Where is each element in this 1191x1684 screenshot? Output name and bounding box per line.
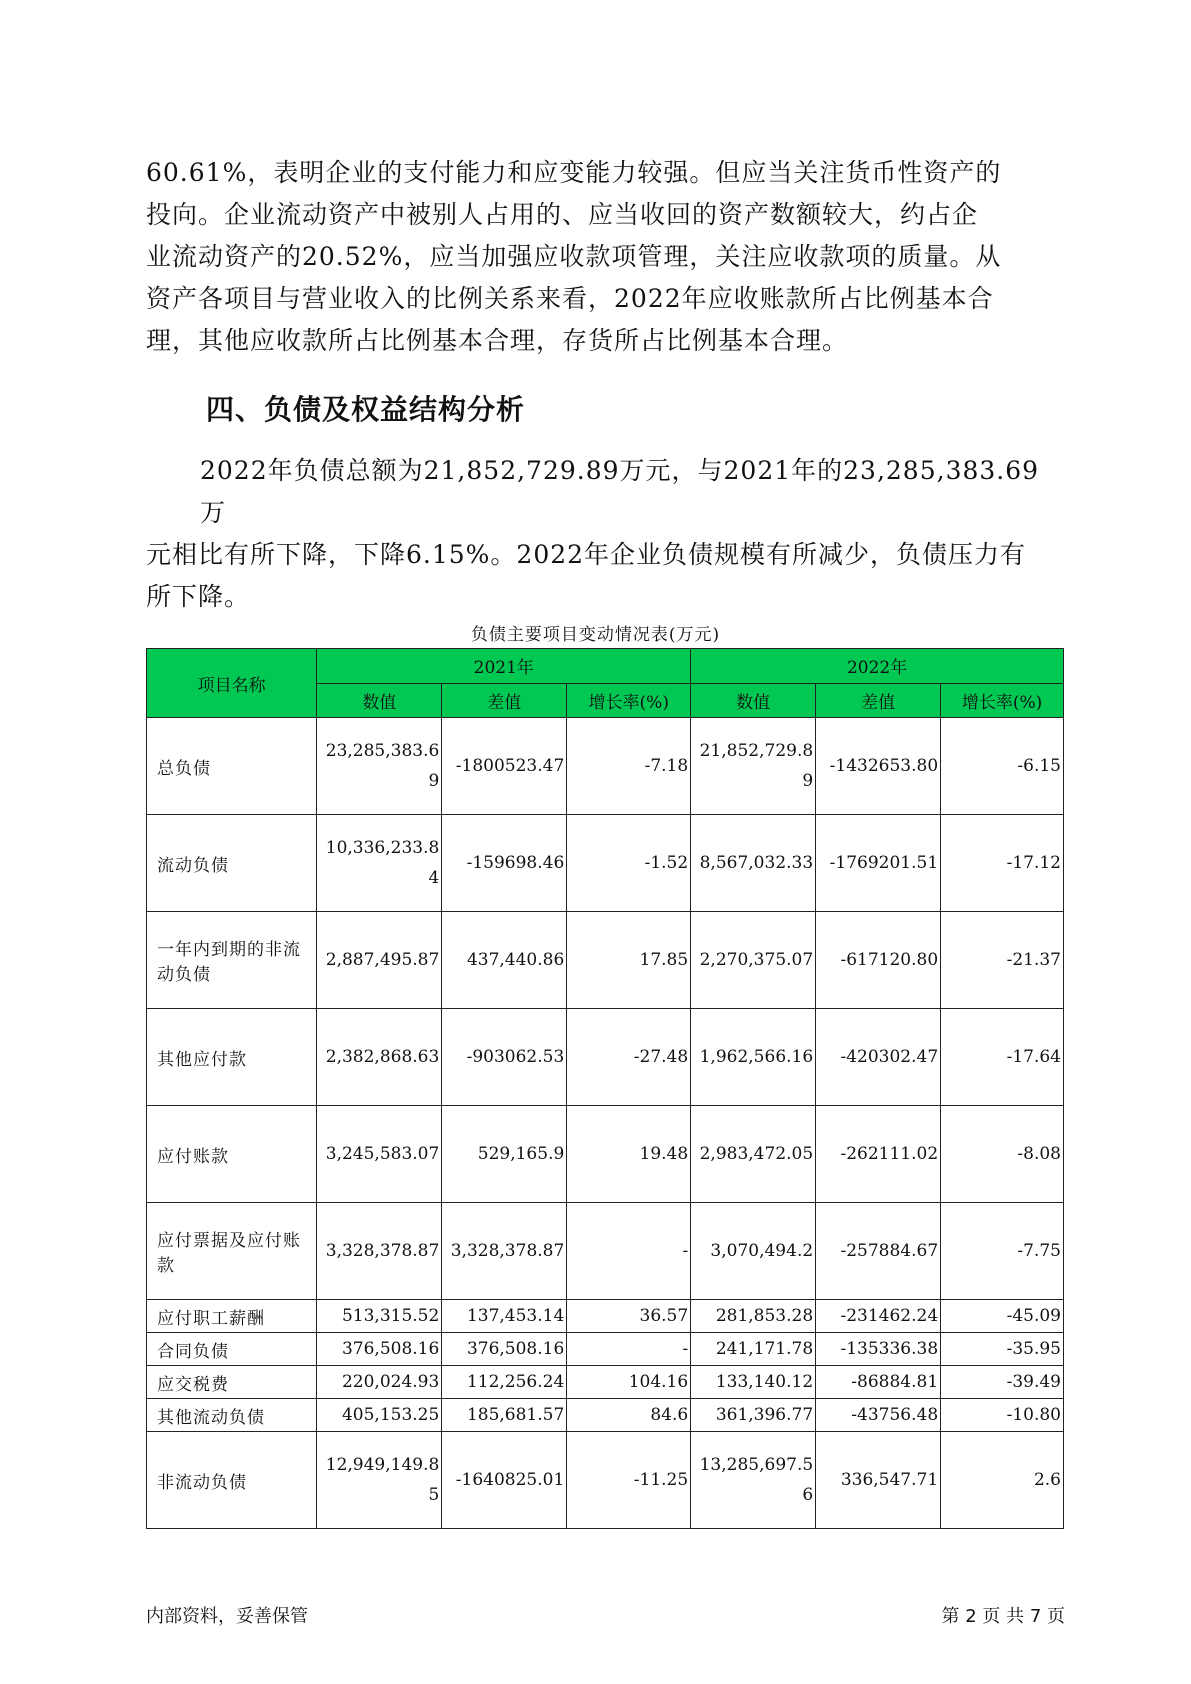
cell-value: 133,140.12: [691, 1366, 816, 1399]
liability-table: [146, 648, 1064, 1529]
cell-value: -159698.46: [442, 815, 567, 912]
cell-value: -: [567, 1203, 691, 1300]
cell-value: 112,256.24: [442, 1366, 567, 1399]
cell-value: 36.57: [567, 1300, 691, 1333]
paragraph-line: 60.61%，表明企业的支付能力和应变能力较强。但应当关注货币性资产的: [146, 158, 1002, 187]
cell-value: 2,887,495.87: [317, 912, 442, 1009]
table-row: [147, 1300, 1064, 1333]
cell-value: -21.37: [941, 912, 1064, 1009]
cell-value: 3,328,378.87: [442, 1203, 567, 1300]
cell-value: -8.08: [941, 1106, 1064, 1203]
paragraph-line: 资产各项目与营业收入的比例关系来看，2022年应收账款所占比例基本合: [146, 284, 994, 313]
table-row: [147, 1432, 1064, 1529]
row-label: 一年内到期的非流动负债: [147, 912, 317, 1009]
cell-value: -617120.80: [816, 912, 941, 1009]
cell-value: 241,171.78: [691, 1333, 816, 1366]
table-row: [147, 1009, 1064, 1106]
paragraph-line: 所下降。: [146, 582, 251, 611]
cell-value: 23,285,383.69: [317, 718, 442, 815]
paragraph-asset-analysis: [146, 152, 1046, 362]
cell-value: -1769201.51: [816, 815, 941, 912]
cell-value: -11.25: [567, 1432, 691, 1529]
cell-value: 2.6: [941, 1432, 1064, 1529]
paragraph-line: 业流动资产的20.52%，应当加强应收款项管理，关注应收款项的质量。从: [146, 242, 1002, 271]
cell-value: -6.15: [941, 718, 1064, 815]
table-row: [147, 912, 1064, 1009]
table-row: [147, 1203, 1064, 1300]
cell-value: 2,270,375.07: [691, 912, 816, 1009]
column-header-2021: 2021年: [317, 649, 691, 684]
cell-value: 529,165.9: [442, 1106, 567, 1203]
cell-value: 19.48: [567, 1106, 691, 1203]
cell-value: 2,382,868.63: [317, 1009, 442, 1106]
page-number: 第 2 页 共 7 页: [941, 1606, 1065, 1627]
cell-value: -7.18: [567, 718, 691, 815]
cell-value: 3,328,378.87: [317, 1203, 442, 1300]
cell-value: -420302.47: [816, 1009, 941, 1106]
cell-value: 21,852,729.89: [691, 718, 816, 815]
cell-value: -10.80: [941, 1399, 1064, 1432]
cell-value: 281,853.28: [691, 1300, 816, 1333]
cell-value: 84.6: [567, 1399, 691, 1432]
sub-header-diff: 差值: [816, 683, 941, 718]
cell-value: 361,396.77: [691, 1399, 816, 1432]
cell-value: 405,153.25: [317, 1399, 442, 1432]
cell-value: -: [567, 1333, 691, 1366]
cell-value: 8,567,032.33: [691, 815, 816, 912]
cell-value: -903062.53: [442, 1009, 567, 1106]
cell-value: -135336.38: [816, 1333, 941, 1366]
table-caption: 负债主要项目变动情况表(万元): [470, 625, 721, 645]
cell-value: 3,070,494.2: [691, 1203, 816, 1300]
cell-value: -27.48: [567, 1009, 691, 1106]
cell-value: -39.49: [941, 1366, 1064, 1399]
row-label: 其他应付款: [147, 1009, 317, 1106]
sub-header-growth: 增长率(%): [567, 683, 691, 718]
row-label: 合同负债: [147, 1333, 317, 1366]
row-label: 其他流动负债: [147, 1399, 317, 1432]
paragraph-liability-summary: [146, 450, 1046, 618]
cell-value: -7.75: [941, 1203, 1064, 1300]
row-label: 总负债: [147, 718, 317, 815]
row-label: 应付票据及应付账款: [147, 1203, 317, 1300]
table-row: [147, 1366, 1064, 1399]
row-label: 应交税费: [147, 1366, 317, 1399]
cell-value: -1800523.47: [442, 718, 567, 815]
cell-value: 13,285,697.56: [691, 1432, 816, 1529]
cell-value: 12,949,149.85: [317, 1432, 442, 1529]
cell-value: -1432653.80: [816, 718, 941, 815]
table-row: [147, 1399, 1064, 1432]
paragraph-line: 投向。企业流动资产中被别人占用的、应当收回的资产数额较大，约占企: [146, 200, 979, 229]
table-row: [147, 1333, 1064, 1366]
cell-value: 10,336,233.84: [317, 815, 442, 912]
cell-value: -86884.81: [816, 1366, 941, 1399]
cell-value: 513,315.52: [317, 1300, 442, 1333]
table-row: [147, 1106, 1064, 1203]
cell-value: 137,453.14: [442, 1300, 567, 1333]
cell-value: -17.64: [941, 1009, 1064, 1106]
sub-header-value: 数值: [317, 683, 442, 718]
section-heading: 四、负债及权益结构分析: [206, 393, 526, 426]
cell-value: -257884.67: [816, 1203, 941, 1300]
cell-value: -1.52: [567, 815, 691, 912]
cell-value: -1640825.01: [442, 1432, 567, 1529]
table-row: [147, 718, 1064, 815]
column-header-2022: 2022年: [691, 649, 1064, 684]
cell-value: 1,962,566.16: [691, 1009, 816, 1106]
footer-confidential-note: 内部资料，妥善保管: [146, 1606, 308, 1627]
row-label: 非流动负债: [147, 1432, 317, 1529]
sub-header-diff: 差值: [442, 683, 567, 718]
cell-value: 376,508.16: [317, 1333, 442, 1366]
row-label: 应付职工薪酬: [147, 1300, 317, 1333]
cell-value: -231462.24: [816, 1300, 941, 1333]
cell-value: 104.16: [567, 1366, 691, 1399]
cell-value: 2,983,472.05: [691, 1106, 816, 1203]
paragraph-line: 理，其他应收款所占比例基本合理，存货所占比例基本合理。: [146, 326, 849, 355]
cell-value: 17.85: [567, 912, 691, 1009]
sub-header-value: 数值: [691, 683, 816, 718]
cell-value: -262111.02: [816, 1106, 941, 1203]
sub-header-growth: 增长率(%): [941, 683, 1064, 718]
cell-value: -43756.48: [816, 1399, 941, 1432]
paragraph-line: 元相比有所下降，下降6.15%。2022年企业负债规模有所减少，负债压力有: [146, 540, 1027, 569]
cell-value: -35.95: [941, 1333, 1064, 1366]
cell-value: 185,681.57: [442, 1399, 567, 1432]
cell-value: 3,245,583.07: [317, 1106, 442, 1203]
column-header-name: 项目名称: [147, 649, 317, 718]
cell-value: 437,440.86: [442, 912, 567, 1009]
cell-value: -45.09: [941, 1300, 1064, 1333]
cell-value: -17.12: [941, 815, 1064, 912]
cell-value: 220,024.93: [317, 1366, 442, 1399]
paragraph-line: 2022年负债总额为21,852,729.89万元，与2021年的23,285,383.69万: [200, 456, 1040, 527]
cell-value: 336,547.71: [816, 1432, 941, 1529]
table-row: [147, 815, 1064, 912]
row-label: 应付账款: [147, 1106, 317, 1203]
cell-value: 376,508.16: [442, 1333, 567, 1366]
row-label: 流动负债: [147, 815, 317, 912]
